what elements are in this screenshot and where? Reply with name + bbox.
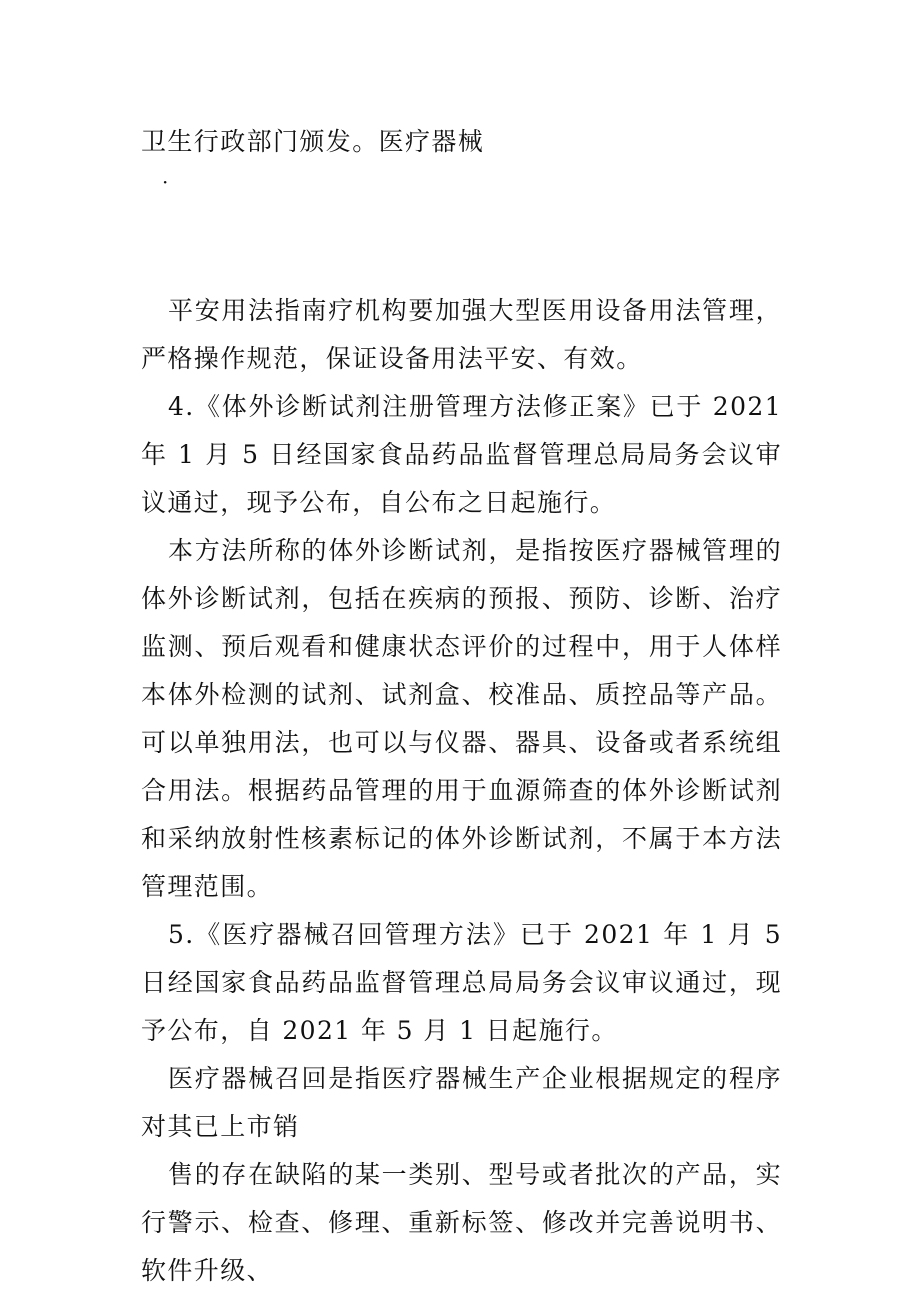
text-fragment: 卫生行政部门颁发。医疗器械 xyxy=(141,127,485,156)
paragraph-recall-definition: 医疗器械召回是指医疗器械生产企业根据规定的程序对其已上市销 xyxy=(141,1064,782,1141)
paragraph-safety-guidance: 平安用法指南疗机构要加强大型医用设备用法管理，严格操作规范，保证设备用法平安、有效。 xyxy=(141,296,782,373)
paragraph-recall-regulation: 5.《医疗器械召回管理方法》已于 2021 年 1 月 5 日经国家食品药品监督管理总局局务会议审议通过，现予公布，自 2021 年 5 月 1 日起施行。 xyxy=(141,920,782,1045)
stray-dot-mark: · xyxy=(162,170,169,194)
paragraph-ivd-amendment: 4.《体外诊断试剂注册管理方法修正案》已于 2021 年 1 月 5 日经国家食品药品监督管理总局局务会议审议通过，现予公布，自公布之日起施行。 xyxy=(141,392,782,517)
paragraph-recall-continued: 售的存在缺陷的某一类别、型号或者批次的产品，实行警示、检查、修理、重新标签、修改并完善说明书、软件升级、 xyxy=(141,1160,782,1285)
paragraph-ivd-definition: 本方法所称的体外诊断试剂，是指按医疗器械管理的体外诊断试剂，包括在疾病的预报、预防、诊断、治疗监测、预后观看和健康状态评价的过程中，用于人体样本体外检测的试剂、试剂盒、校准品、质控品等产品。可以单独用法，也可以与仪器、器具、设备或者系统组合用法。根据药品管理的用于血源筛查的体外诊断试剂和采纳放射性核素标记的体外诊断试剂，不属于本方法管理范围。 xyxy=(141,536,782,901)
